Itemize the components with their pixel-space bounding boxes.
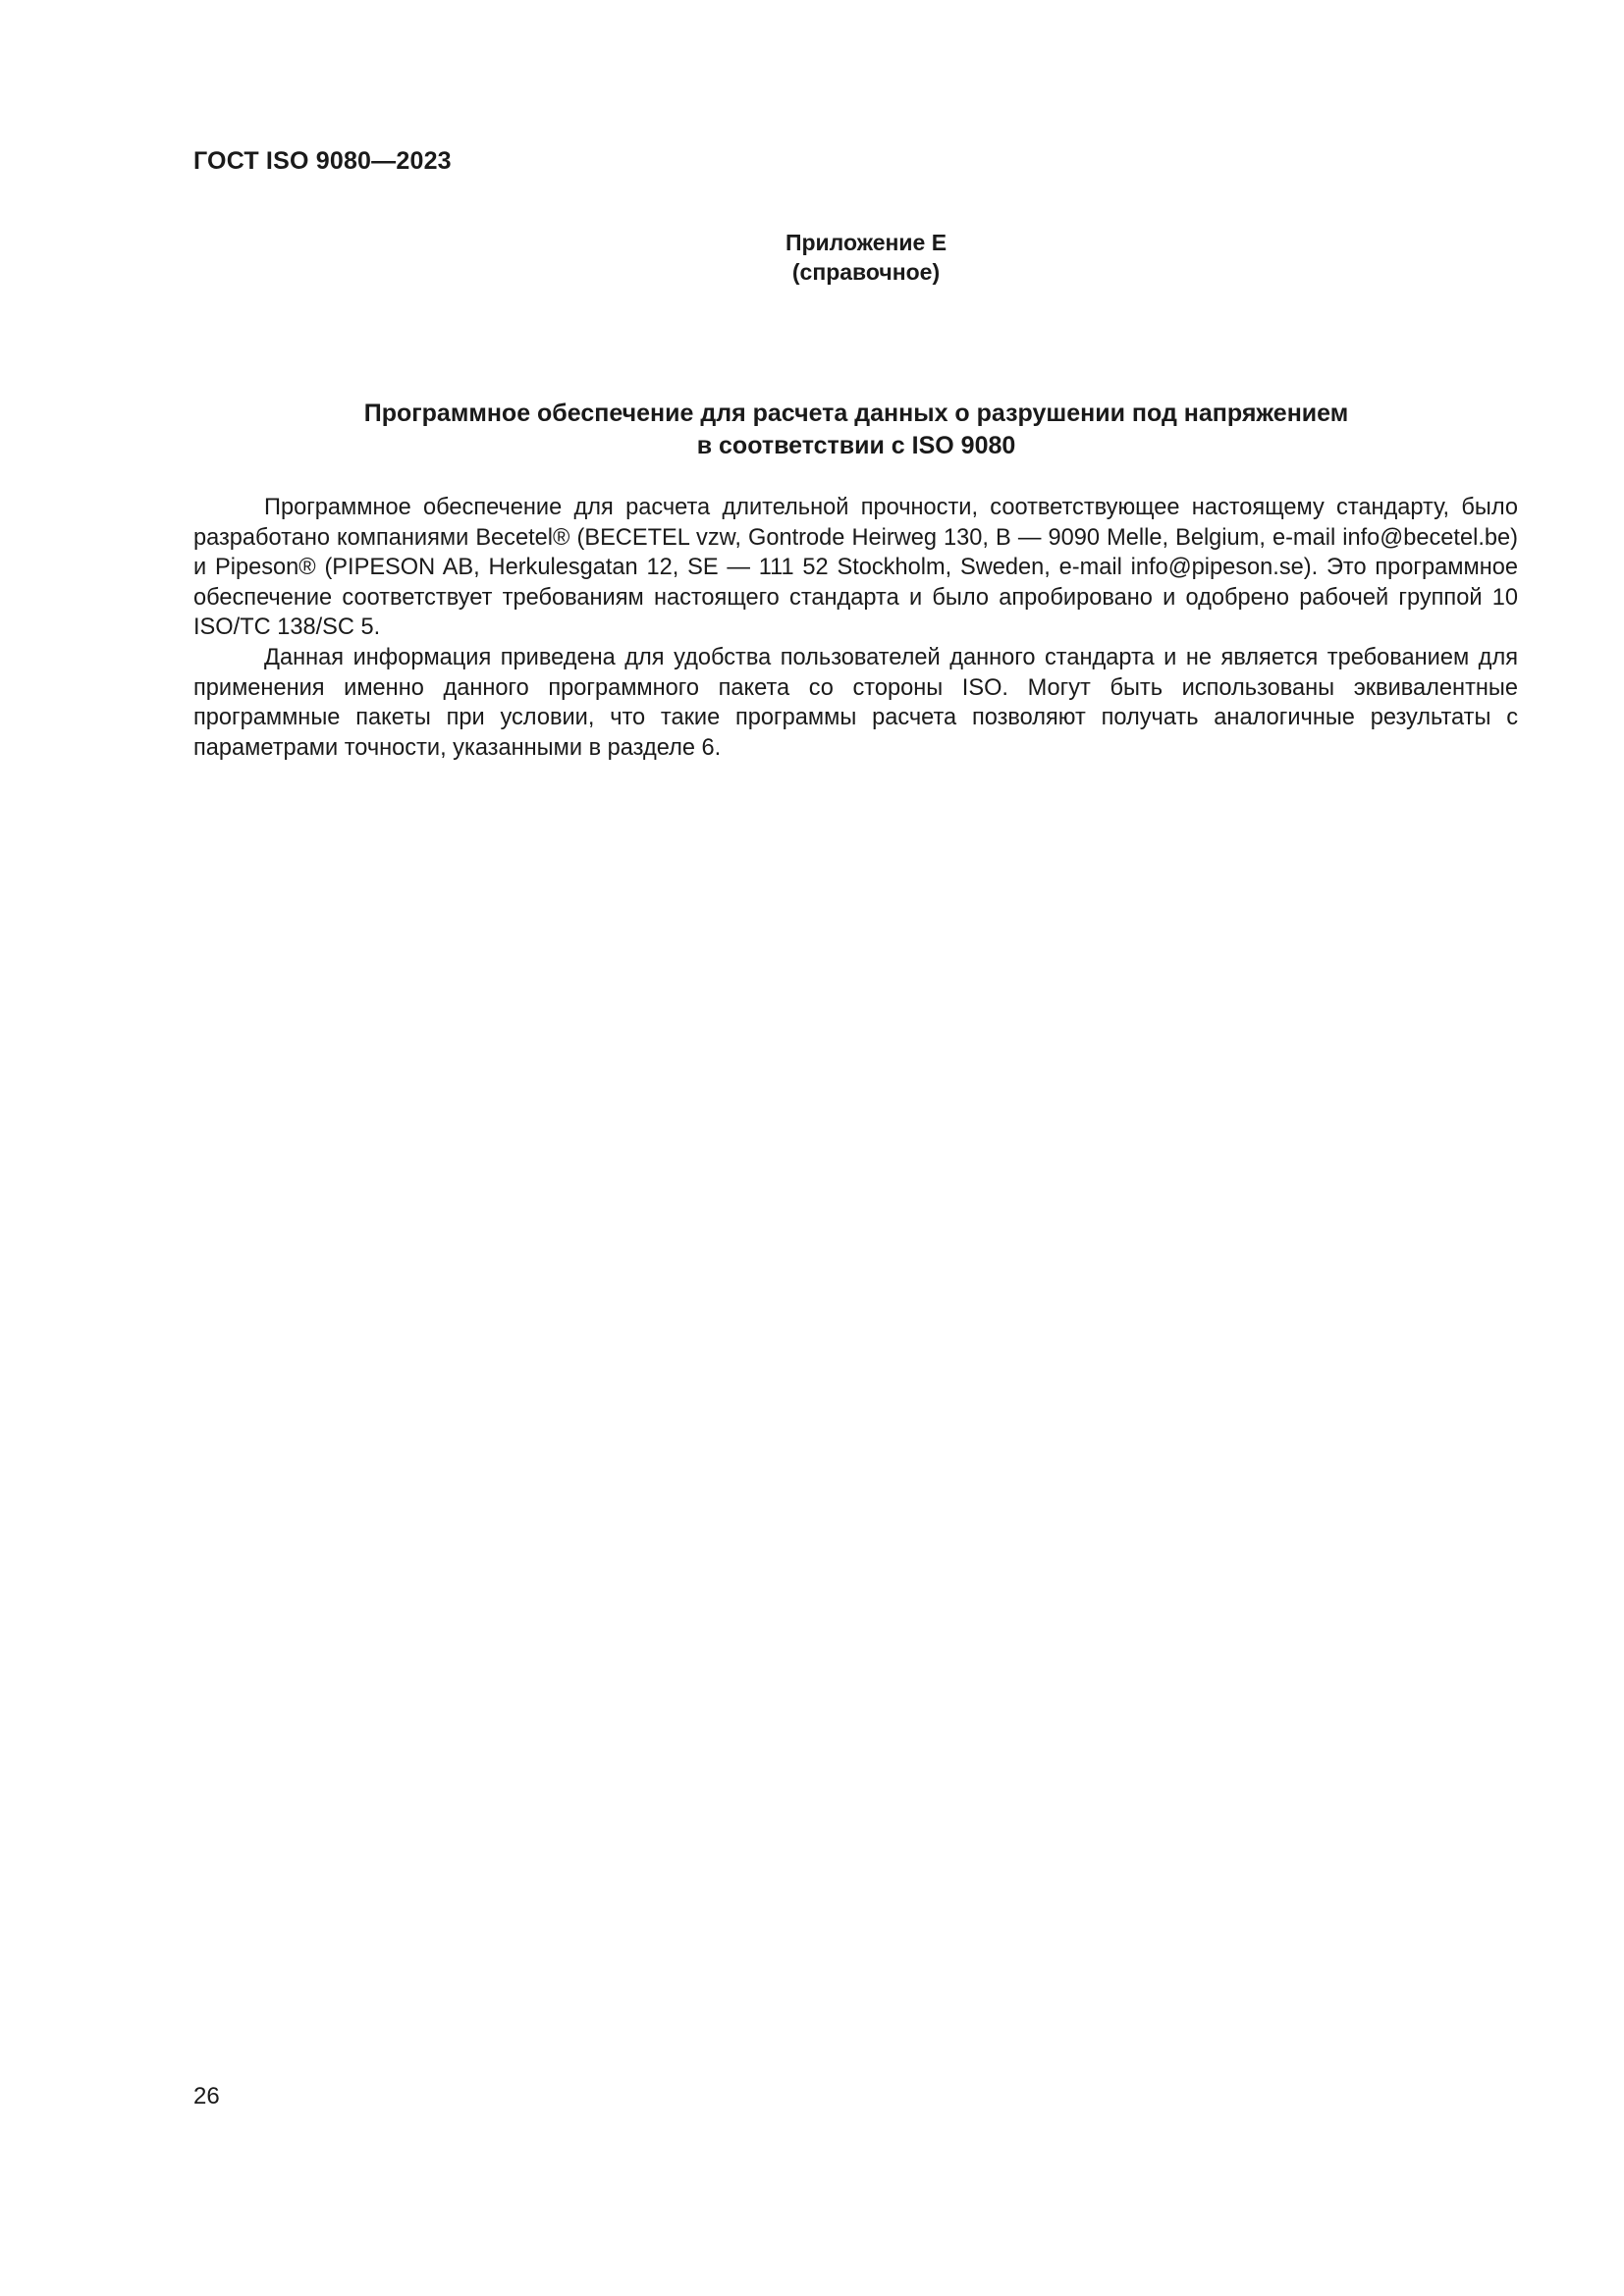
annex-status: (справочное) <box>791 259 941 285</box>
body-paragraph: Данная информация приведена для удобства пользователей данного стандарта и не является требованием для применения именно данного программного пакета со стороны ISO. Могут быть использованы эквивалентные программные пакеты при условии, что такие программы расчета позволяют получать аналогичные результаты с параметрами точности, указанными в разделе 6. <box>193 644 1518 761</box>
page-number: 26 <box>193 2083 220 2109</box>
annex-caption <box>193 228 1519 287</box>
annex-title-line-1: Программное обеспечение для расчета данных о разрушении под напряжением <box>363 400 1349 427</box>
annex-title-line-2: в соответствии с ISO 9080 <box>696 432 1016 459</box>
annex-title <box>193 398 1519 462</box>
annex-body <box>193 493 1518 763</box>
annex-label: Приложение Е <box>785 230 947 255</box>
body-paragraph: Программное обеспечение для расчета длительной прочности, соответствующее настоящему стандарту, было разработано компаниями Becetel® (BECETEL vzw, Gontrode Heirweg 130, B — 9090 Melle, Belgium, e-mail info@becetel.be) и Pipeson® (PIPESON AB, Herkulesgatan 12, SE — 111 52 Stockholm, Sweden, e-mail info@pipeson.se). Это программное обеспечение соответствует требованиям настоящего стандарта и было апробировано и одобрено рабочей группой 10 ISO/TC 138/SC 5. <box>193 495 1518 641</box>
standard-code-header: ГОСТ ISO 9080—2023 <box>193 147 452 175</box>
